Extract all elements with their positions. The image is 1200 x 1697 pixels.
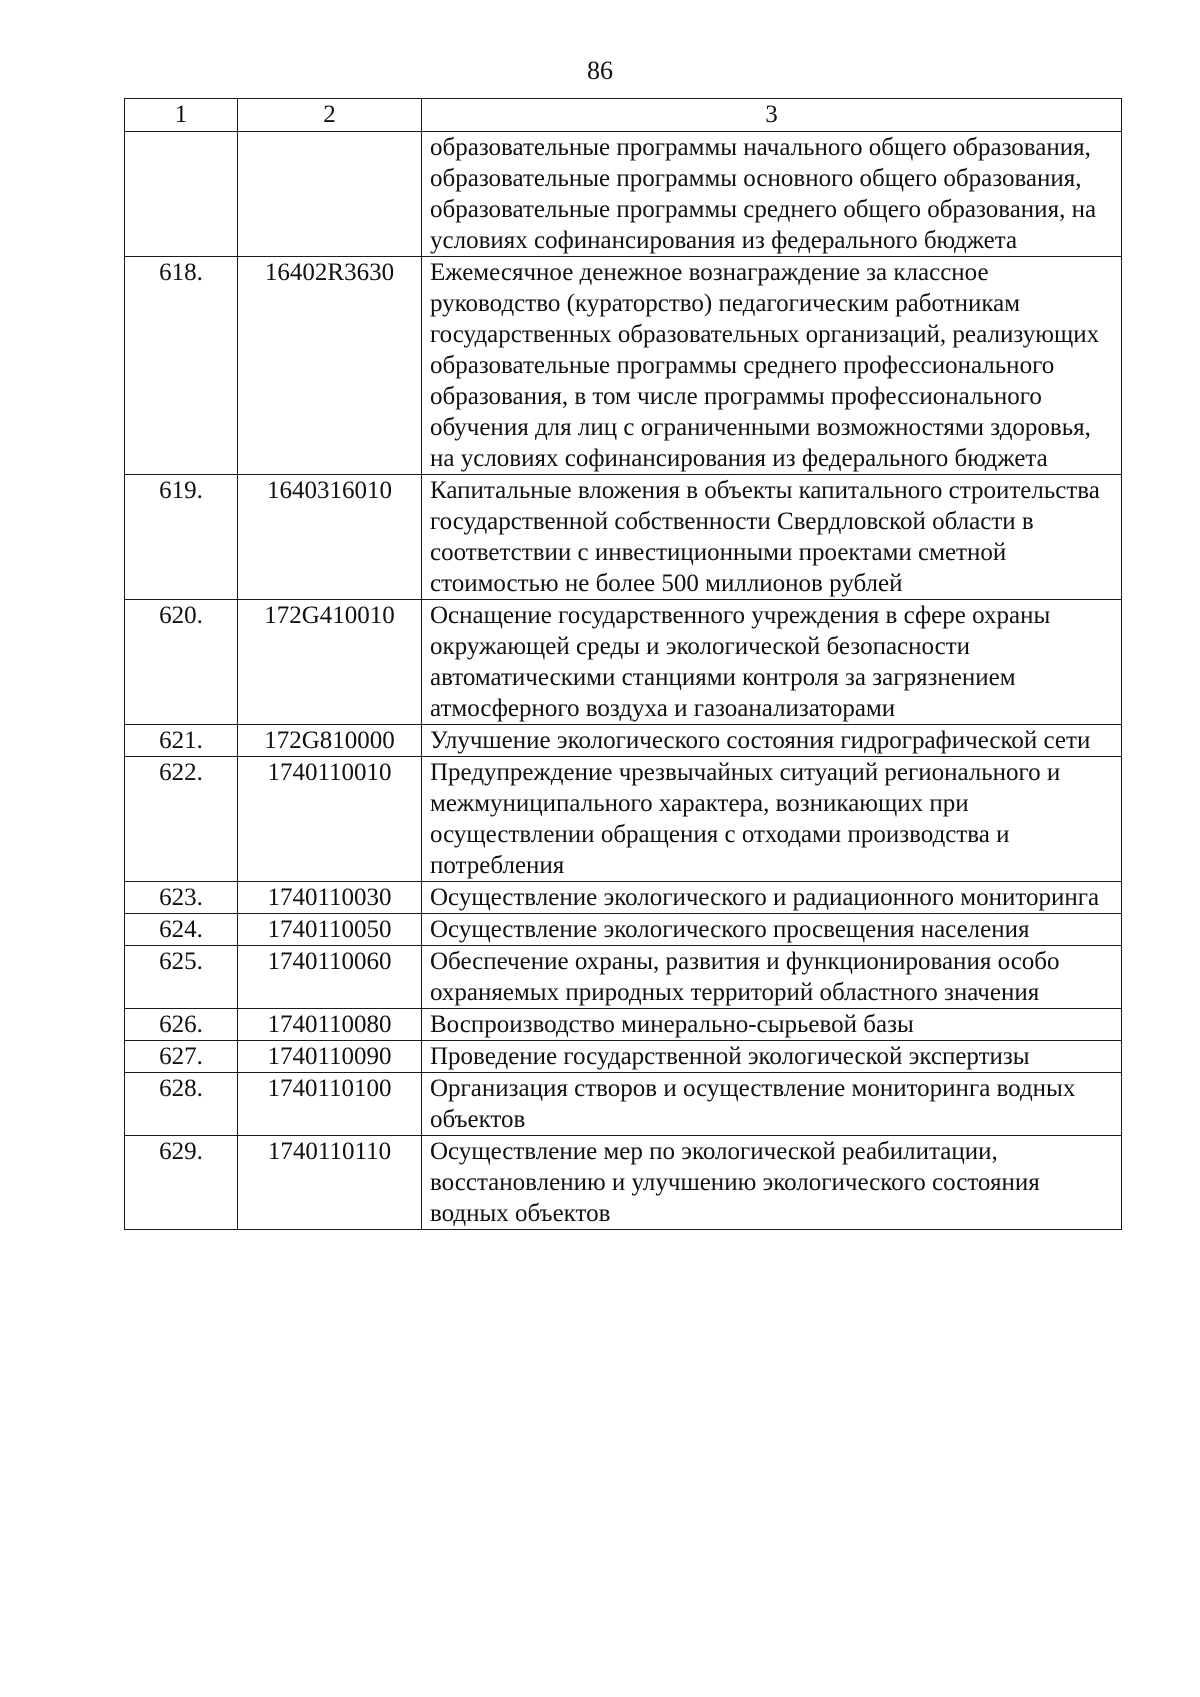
row-code: 1740110060 [238, 946, 422, 1009]
row-description: образовательные программы начального общего образования, образовательные программы основного общего образования, образовательные программы среднего общего образования, на условиях софинансирования из федерального бюджета [422, 132, 1122, 257]
row-number: 624. [125, 914, 238, 946]
row-number [125, 132, 238, 257]
row-number: 623. [125, 882, 238, 914]
table-row [125, 757, 1122, 882]
row-number: 620. [125, 600, 238, 725]
row-code: 1740110110 [238, 1136, 422, 1230]
page-number: 86 [587, 56, 613, 85]
row-description: Оснащение государственного учреждения в сфере охраны окружающей среды и экологической безопасности автоматическими станциями контроля за загрязнением атмосферного воздуха и газоанализаторами [422, 600, 1122, 725]
table-row [125, 132, 1122, 257]
table-row [125, 1136, 1122, 1230]
row-number: 619. [125, 475, 238, 600]
budget-classification-table [124, 98, 1122, 1230]
row-code: 1740110080 [238, 1009, 422, 1041]
row-code: 172G410010 [238, 600, 422, 725]
table-row [125, 725, 1122, 757]
table-row [125, 1073, 1122, 1136]
table-row [125, 914, 1122, 946]
row-number: 621. [125, 725, 238, 757]
column-header-code: 2 [238, 99, 422, 132]
row-description: Воспроизводство минерально-сырьевой базы [422, 1009, 1122, 1041]
row-number: 629. [125, 1136, 238, 1230]
table-header-row [125, 99, 1122, 132]
column-header-number: 1 [125, 99, 238, 132]
row-code: 1740110030 [238, 882, 422, 914]
row-code [238, 132, 422, 257]
row-code: 1740110100 [238, 1073, 422, 1136]
table-row [125, 882, 1122, 914]
column-header-description: 3 [422, 99, 1122, 132]
table-row [125, 1041, 1122, 1073]
table-row [125, 946, 1122, 1009]
row-code: 1740110090 [238, 1041, 422, 1073]
row-description: Осуществление экологического и радиационного мониторинга [422, 882, 1122, 914]
row-number: 618. [125, 257, 238, 475]
row-description: Организация створов и осуществление мониторинга водных объектов [422, 1073, 1122, 1136]
row-code: 1740110010 [238, 757, 422, 882]
row-description: Капитальные вложения в объекты капитального строительства государственной собственности Свердловской области в соответствии с инвестиционными проектами сметной стоимостью не более 500 миллионов рублей [422, 475, 1122, 600]
row-code: 16402R3630 [238, 257, 422, 475]
table-row [125, 1009, 1122, 1041]
row-description: Осуществление экологического просвещения населения [422, 914, 1122, 946]
row-number: 627. [125, 1041, 238, 1073]
table-row [125, 475, 1122, 600]
row-description: Улучшение экологического состояния гидрографической сети [422, 725, 1122, 757]
row-number: 622. [125, 757, 238, 882]
row-number: 628. [125, 1073, 238, 1136]
row-code: 172G810000 [238, 725, 422, 757]
row-description: Осуществление мер по экологической реабилитации, восстановлению и улучшению экологического состояния водных объектов [422, 1136, 1122, 1230]
row-number: 625. [125, 946, 238, 1009]
row-description: Предупреждение чрезвычайных ситуаций регионального и межмуниципального характера, возникающих при осуществлении обращения с отходами производства и потребления [422, 757, 1122, 882]
row-code: 1740110050 [238, 914, 422, 946]
row-description: Ежемесячное денежное вознаграждение за классное руководство (кураторство) педагогическим работникам государственных образовательных организаций, реализующих образовательные программы среднего профессионального образования, в том числе программы профессионального обучения для лиц с ограниченными возможностями здоровья, на условиях софинансирования из федерального бюджета [422, 257, 1122, 475]
table-row [125, 257, 1122, 475]
row-number: 626. [125, 1009, 238, 1041]
row-code: 1640316010 [238, 475, 422, 600]
table-row [125, 600, 1122, 725]
row-description: Проведение государственной экологической экспертизы [422, 1041, 1122, 1073]
row-description: Обеспечение охраны, развития и функционирования особо охраняемых природных территорий областного значения [422, 946, 1122, 1009]
